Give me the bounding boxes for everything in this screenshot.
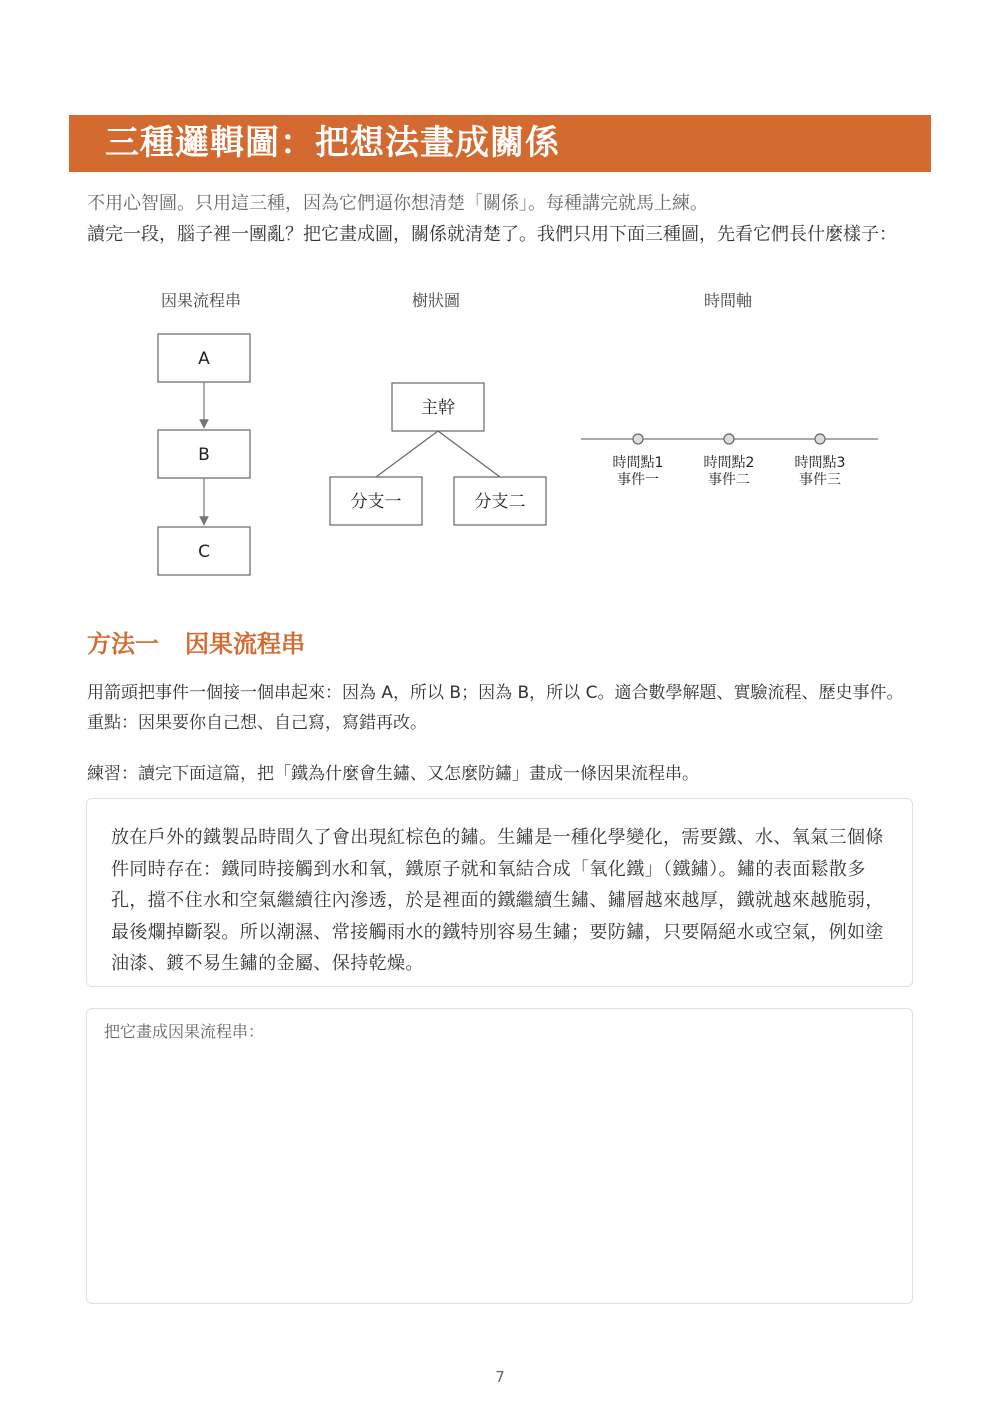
- flow-diagram-label: 因果流程串: [161, 291, 242, 310]
- tree-edge-left: [376, 431, 438, 477]
- intro-line-2: 讀完一段，腦子裡一團亂？把它畫成圖，關係就清楚了。我們只用下面三種圖，先看它們長什麼樣子：: [87, 224, 897, 245]
- method-key-point: 重點：因果要你自己想、自己寫，寫錯再改。: [87, 713, 427, 733]
- intro-line-1: 不用心智圖。只用這三種，因為它們逼你想清楚「關係」。每種講完就馬上練。: [87, 193, 708, 214]
- tree-branch-label-2: 分支二: [474, 492, 526, 512]
- timeline-event-2: 事件二: [708, 472, 750, 488]
- section-number: 方法一: [87, 630, 159, 658]
- timeline-diagram: [581, 434, 878, 488]
- flow-node-b-label: B: [198, 445, 210, 465]
- flow-node-a-label: A: [198, 349, 210, 369]
- answer-area[interactable]: [86, 1008, 913, 1304]
- example-diagrams: [0, 0, 1000, 600]
- answer-prompt: 把它畫成因果流程串：: [104, 1022, 265, 1041]
- section-name: 因果流程串: [185, 630, 305, 658]
- timeline-point-1: [633, 434, 643, 444]
- flow-diagram: [158, 334, 250, 575]
- timeline-time-2: 時間點2: [703, 455, 755, 471]
- flow-node-c-label: C: [198, 542, 210, 562]
- tree-branch-label-1: 分支一: [350, 492, 402, 512]
- timeline-diagram-label: 時間軸: [704, 291, 753, 310]
- page-title: 三種邏輯圖：把想法畫成關係: [105, 123, 560, 163]
- tree-edge-right: [438, 431, 500, 477]
- timeline-time-1: 時間點1: [612, 455, 664, 471]
- timeline-point-2: [724, 434, 734, 444]
- method-description: 用箭頭把事件一個接一個串起來：因為 A，所以 B；因為 B，所以 C。適合數學解題、實驗流程、歷史事件。: [87, 683, 904, 703]
- reading-passage: 放在戶外的鐵製品時間久了會出現紅棕色的鏽。生鏽是一種化學變化，需要鐵、水、氧氣三個條件同時存在：鐵同時接觸到水和氧，鐵原子就和氧結合成「氧化鐵」（鐵鏽）。鏽的表面鬆散多孔，擋不住水和空氣繼續往內滲透，於是裡面的鐵繼續生鏽、鏽層越來越厚，鐵就越來越脆弱，最後爛掉斷裂。所以潮濕、常接觸雨水的鐵特別容易生鏽；要防鏽，只要隔絕水或空氣，例如塗油漆、鍍不易生鏽的金屬、保持乾燥。: [111, 827, 884, 974]
- timeline-point-3: [815, 434, 825, 444]
- practice-instruction: 練習：讀完下面這篇，把「鐵為什麼會生鏽、又怎麼防鏽」畫成一條因果流程串。: [87, 764, 699, 784]
- tree-diagram: [330, 383, 546, 525]
- tree-root-label: 主幹: [421, 398, 455, 418]
- timeline-event-1: 事件一: [617, 472, 659, 488]
- timeline-time-3: 時間點3: [794, 455, 846, 471]
- reading-passage-box: [86, 798, 913, 987]
- tree-diagram-label: 樹狀圖: [412, 291, 461, 310]
- page-number: 7: [495, 1368, 505, 1386]
- timeline-event-3: 事件三: [799, 472, 841, 488]
- section-heading: [87, 624, 305, 659]
